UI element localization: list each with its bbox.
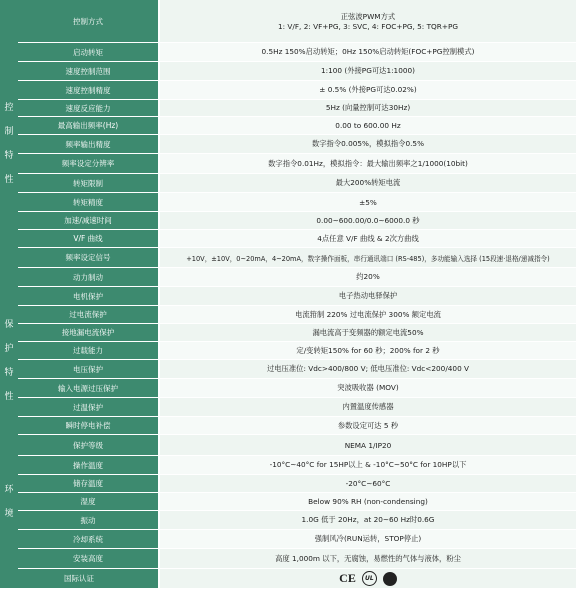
row-label: 速度控制范围 <box>18 62 158 81</box>
table-row <box>18 511 576 530</box>
table-row <box>18 435 576 456</box>
group-protect-char: 特 <box>4 368 14 378</box>
group-protect-char: 保 <box>4 320 14 330</box>
row-label: 输入电源过压保护 <box>18 379 158 398</box>
row-label: 加速/减速时间 <box>18 212 158 230</box>
row-value: ± 0.5% (外接PG可达0.02%) <box>158 81 576 100</box>
table-row <box>18 212 576 230</box>
row-value-line: 1: V/F, 2: VF+PG, 3: SVC, 4: FOC+PG, 5: TQR+PG <box>277 21 459 31</box>
row-value: +10V，±10V，0~20mA，4~20mA，数字操作面板，串行通讯端口 (RS-485)，多功能输入选择 (15段速·退格/递减指令) <box>158 248 576 268</box>
row-value: 过电压准位: Vdc>400/800 V; 低电压准位: Vdc<200/400 V <box>158 360 576 379</box>
table-row <box>18 135 576 154</box>
table-row <box>18 456 576 475</box>
row-value: 最大200%转矩电流 <box>158 174 576 193</box>
table-row <box>18 493 576 511</box>
table-row-cert <box>0 569 576 589</box>
group-env <box>0 435 18 569</box>
table-row <box>18 530 576 549</box>
row-value: -10°C~40°C for 15HP以上 & -10°C~50°C for 10HP以下 <box>158 456 576 475</box>
table-row <box>18 268 576 287</box>
row-value: 4点任意 V/F 曲线 & 2次方曲线 <box>158 230 576 248</box>
table-row <box>18 0 576 43</box>
row-value <box>158 0 576 43</box>
cert-label: 国际认证 <box>0 569 158 589</box>
group-protect-char: 性 <box>4 392 14 402</box>
row-value: 1.0G 低于 20Hz，at 20~60 Hz时0.6G <box>158 511 576 530</box>
row-label: 过载能力 <box>18 342 158 360</box>
row-value: Below 90% RH (non-condensing) <box>158 493 576 511</box>
row-label: 冷却系统 <box>18 530 158 549</box>
row-label: 过电流保护 <box>18 306 158 324</box>
table-row <box>18 81 576 100</box>
table-row <box>18 230 576 248</box>
row-value: 0.5Hz 150%启动转矩；0Hz 150%启动转矩(FOC+PG控制模式) <box>158 43 576 62</box>
row-value: 高度 1,000m 以下，无腐蚀，易燃性的气体与液体，粉尘 <box>158 549 576 569</box>
row-label: 动力制动 <box>18 268 158 287</box>
row-value: 内置温度传感器 <box>158 398 576 417</box>
row-label: 安装高度 <box>18 549 158 569</box>
row-label: 转矩精度 <box>18 193 158 212</box>
table-row <box>18 43 576 62</box>
row-value-line: 正弦波PWM方式 <box>340 11 396 21</box>
table-row <box>18 417 576 435</box>
row-value: 5Hz (向量控制可达30Hz) <box>158 100 576 117</box>
table-row <box>18 154 576 174</box>
table-row <box>18 287 576 306</box>
row-label: 操作温度 <box>18 456 158 475</box>
row-value: NEMA 1/IP20 <box>158 435 576 456</box>
table-row <box>18 62 576 81</box>
row-value: 定/变转矩150% for 60 秒；200% for 2 秒 <box>158 342 576 360</box>
table-row <box>18 324 576 342</box>
group-control-char: 性 <box>4 174 14 185</box>
row-label: 过温保护 <box>18 398 158 417</box>
table-row <box>18 342 576 360</box>
row-label: 电机保护 <box>18 287 158 306</box>
row-value: 数字指令0.005%，模拟指令0.5% <box>158 135 576 154</box>
group-control-char: 制 <box>4 126 14 137</box>
row-label: V/F 曲线 <box>18 230 158 248</box>
table-row <box>18 360 576 379</box>
row-value: 1:100 (外接PG可达1:1000) <box>158 62 576 81</box>
table-row <box>18 100 576 117</box>
row-value: -20°C~60°C <box>158 475 576 493</box>
row-label: 保护等级 <box>18 435 158 456</box>
row-label: 储存温度 <box>18 475 158 493</box>
row-label: 湿度 <box>18 493 158 511</box>
row-label: 频率设定分辨率 <box>18 154 158 174</box>
row-value: 漏电流高于变频器的额定电流50% <box>158 324 576 342</box>
row-label: 接地漏电流保护 <box>18 324 158 342</box>
ul-mark-icon: UL <box>362 571 377 586</box>
row-value: 电流箝制 220% 过电流保护 300% 额定电流 <box>158 306 576 324</box>
row-value: 电子热动电驿保护 <box>158 287 576 306</box>
group-env-char: 环 <box>4 485 14 495</box>
row-value: 数字指令0.01Hz，模拟指令：最大输出频率之1/1000(10bit) <box>158 154 576 174</box>
group-protect <box>0 287 18 435</box>
table-row <box>18 174 576 193</box>
group-control-char: 控 <box>4 102 14 113</box>
table-row <box>18 398 576 417</box>
check-mark-icon: ✔ <box>383 572 397 586</box>
row-value: 参数设定可达 5 秒 <box>158 417 576 435</box>
table-row <box>18 379 576 398</box>
cert-marks <box>158 569 576 589</box>
row-value: ±5% <box>158 193 576 212</box>
group-control <box>0 0 18 287</box>
row-label: 频率输出精度 <box>18 135 158 154</box>
table-row <box>18 117 576 135</box>
row-label: 频率设定信号 <box>18 248 158 268</box>
row-label: 瞬时停电补偿 <box>18 417 158 435</box>
group-protect-char: 护 <box>4 344 14 354</box>
row-value: 0.00 to 600.00 Hz <box>158 117 576 135</box>
table-row <box>18 475 576 493</box>
row-label: 转矩限制 <box>18 174 158 193</box>
row-value: 约20% <box>158 268 576 287</box>
table-row <box>18 193 576 212</box>
row-value: 0.00~600.00/0.0~6000.0 秒 <box>158 212 576 230</box>
row-label: 控制方式 <box>18 0 158 43</box>
row-value: 强制风冷(RUN运转，STOP停止) <box>158 530 576 549</box>
table-row <box>18 248 576 268</box>
row-label: 启动转矩 <box>18 43 158 62</box>
row-value: 突波吸收器 (MOV) <box>158 379 576 398</box>
table-row <box>18 549 576 569</box>
ce-mark-icon: CE <box>339 571 356 585</box>
row-label: 电压保护 <box>18 360 158 379</box>
row-label: 最高输出频率(Hz) <box>18 117 158 135</box>
row-label: 速度反应能力 <box>18 100 158 117</box>
group-env-char: 境 <box>4 509 14 519</box>
table-row <box>18 306 576 324</box>
group-control-char: 特 <box>4 150 14 161</box>
row-label: 振动 <box>18 511 158 530</box>
row-label: 速度控制精度 <box>18 81 158 100</box>
